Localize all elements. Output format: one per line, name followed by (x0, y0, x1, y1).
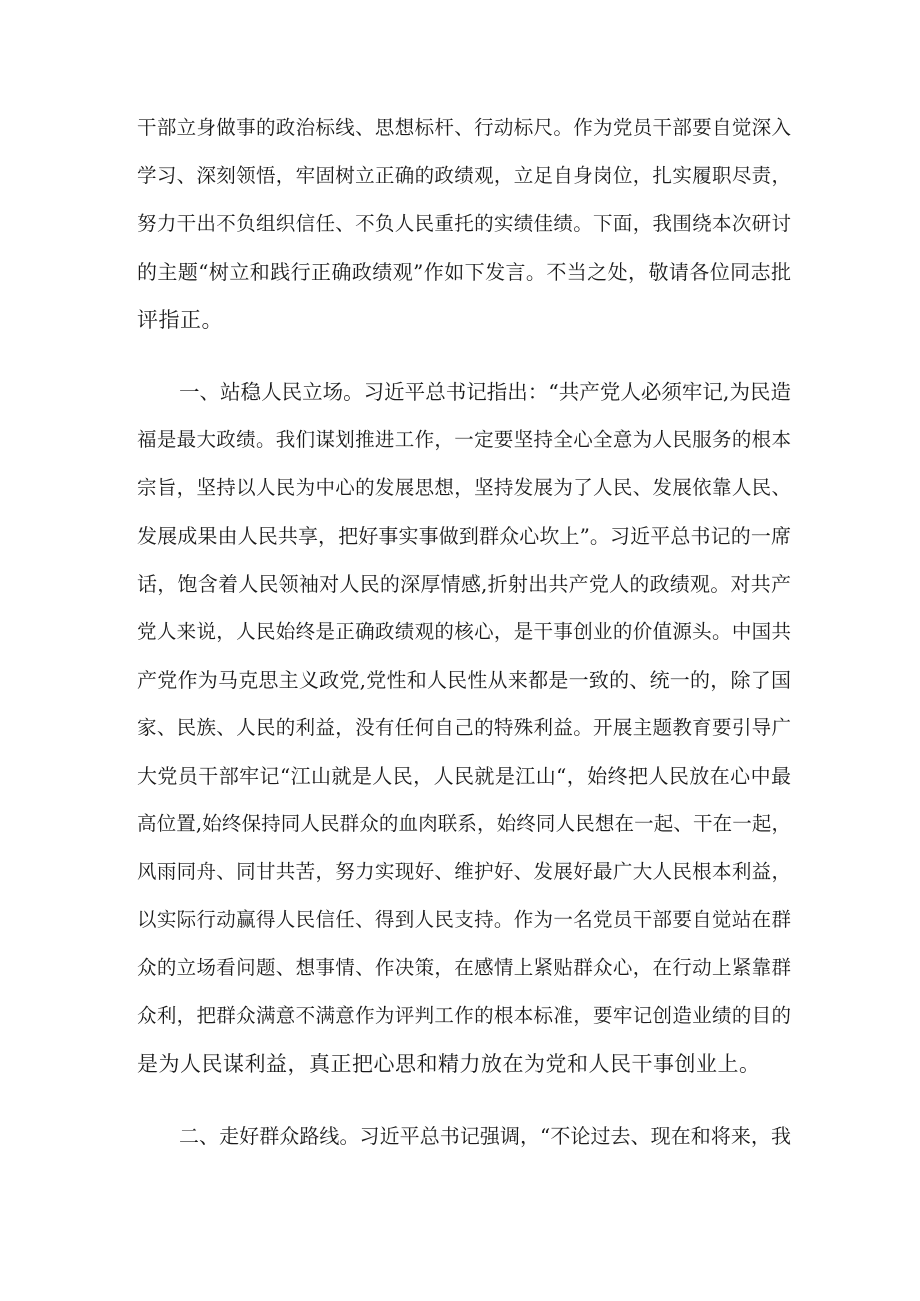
paragraph-2-line-7: 产党作为马克思主义政党,党性和人民性从来都是一致的、统一的，除了国 (137, 668, 791, 692)
paragraph-3-line-1: 二、走好群众路线。习近平总书记强调，“不论过去、现在和将来，我 (179, 1124, 791, 1148)
paragraph-2-line-5: 话，饱含着人民领袖对人民的深厚情感,折射出共产党人的政绩观。对共产 (137, 572, 791, 596)
paragraph-2-line-6: 党人来说，人民始终是正确政绩观的核心，是干事创业的价值源头。中国共 (137, 620, 791, 643)
paragraph-2-line-2: 福是最大政绩。我们谋划推进工作，一定要坚持全心全意为人民服务的根本 (137, 428, 791, 451)
paragraph-2-line-14: 众利，把群众满意不满意作为评判工作的根本标准，要牢记创造业绩的目的 (137, 1004, 791, 1027)
paragraph-1-line-5: 评指正。 (137, 308, 223, 332)
paragraph-2-line-3: 宗旨，坚持以人民为中心的发展思想，坚持发展为了人民、发展依靠人民、 (137, 476, 791, 499)
paragraph-2-line-9: 大党员干部牢记“江山就是人民，人民就是江山“，始终把人民放在心中最 (137, 764, 791, 788)
paragraph-2-line-13: 众的立场看问题、想事情、作决策，在感情上紧贴群众心，在行动上紧靠群 (137, 956, 791, 979)
paragraph-2-line-12: 以实际行动赢得人民信任、得到人民支持。作为一名党员干部要自觉站在群 (137, 908, 791, 931)
paragraph-2-line-10: 高位置,始终保持同人民群众的血肉联系，始终同人民想在一起、干在一起， (137, 812, 791, 835)
paragraph-2-line-11: 风雨同舟、同甘共苦，努力实现好、维护好、发展好最广大人民根本利益， (137, 860, 791, 883)
paragraph-1-line-1: 干部立身做事的政治标线、思想标杆、行动标尺。作为党员干部要自觉深入 (137, 116, 791, 139)
paragraph-1-line-3: 努力干出不负组织信任、不负人民重托的实绩佳绩。下面，我围绕本次研讨 (137, 212, 791, 235)
paragraph-1-line-2: 学习、深刻领悟，牢固树立正确的政绩观，立足自身岗位，扎实履职尽责， (137, 164, 791, 187)
paragraph-1-line-4: 的主题“树立和践行正确政绩观”作如下发言。不当之处，敬请各位同志批 (137, 260, 791, 284)
paragraph-2-line-4: 发展成果由人民共享，把好事实事做到群众心坎上”。习近平总书记的一席 (137, 524, 791, 548)
paragraph-2-line-15: 是为人民谋利益，真正把心思和精力放在为党和人民干事创业上。 (137, 1052, 761, 1076)
paragraph-2-line-1: 一、站稳人民立场。习近平总书记指出：“共产党人必须牢记,为民造 (179, 380, 791, 404)
paragraph-2-line-8: 家、民族、人民的利益，没有任何自己的特殊利益。开展主题教育要引导广 (137, 716, 791, 739)
